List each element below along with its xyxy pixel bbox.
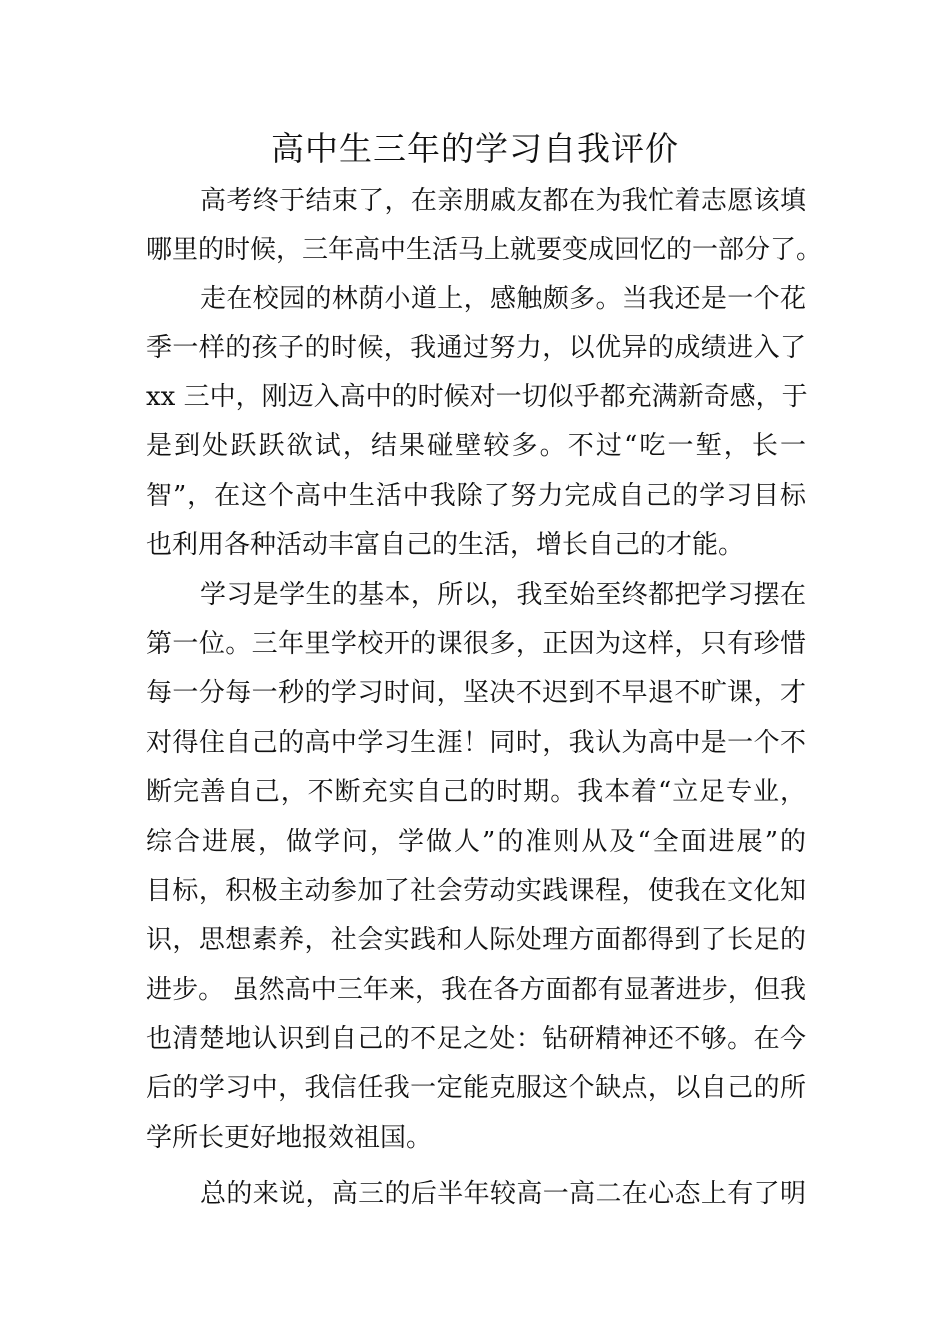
paragraph-line: 季一样的孩子的时候，我通过努力，以优异的成绩进入了 [146,333,806,363]
paragraph-line: 也利用各种活动丰富自己的生活，增长自己的才能。 [146,530,745,560]
paragraph-line: 后的学习中，我信任我一定能克服这个缺点，以自己的所 [146,1073,806,1103]
paragraph-line: 目标，积极主动参加了社会劳动实践课程，使我在文化知 [146,876,806,906]
paragraph-line: 断完善自己，不断充实自己的时期。我本着“立足专业， [146,777,806,807]
document-title: 高中生三年的学习自我评价 [271,129,679,168]
paragraph-line: 高考终于结束了，在亲朋戚友都在为我忙着志愿该填 [200,186,806,216]
paragraph-line: 对得住自己的高中学习生涯！同时，我认为高中是一个不 [146,728,806,758]
paragraph-line: 每一分每一秒的学习时间，坚决不迟到不早退不旷课，才 [146,678,806,708]
paragraph-line: 识，思想素养，社会实践和人际处理方面都得到了长足的 [146,925,806,955]
paragraph-line: 走在校园的林荫小道上，感触颇多。当我还是一个花 [200,284,806,314]
paragraph-line: 哪里的时候，三年高中生活马上就要变成回忆的一部分了。 [146,235,823,265]
paragraph-line: 总的来说，高三的后半年较高一高二在心态上有了明 [200,1179,806,1209]
paragraph-line: 学所长更好地报效祖国。 [146,1123,433,1153]
paragraph-line: 也清楚地认识到自己的不足之处：钻研精神还不够。在今 [146,1024,806,1054]
paragraph-line: 进步。 虽然高中三年来，我在各方面都有显著进步，但我 [146,975,806,1005]
paragraph-line: 学习是学生的基本，所以，我至始至终都把学习摆在 [200,580,806,610]
paragraph-line: 是到处跃跃欲试，结果碰壁较多。不过“吃一堑，长一 [146,431,806,461]
paragraph-line: xx 三中，刚迈入高中的时候对一切似乎都充满新奇感，于 [146,382,808,412]
paragraph-line: 综合进展，做学问，学做人”的准则从及“全面进展”的 [146,827,806,857]
paragraph-line: 智”，在这个高中生活中我除了努力完成自己的学习目标 [146,481,806,511]
paragraph-line: 第一位。三年里学校开的课很多，正因为这样，只有珍惜 [146,629,806,659]
